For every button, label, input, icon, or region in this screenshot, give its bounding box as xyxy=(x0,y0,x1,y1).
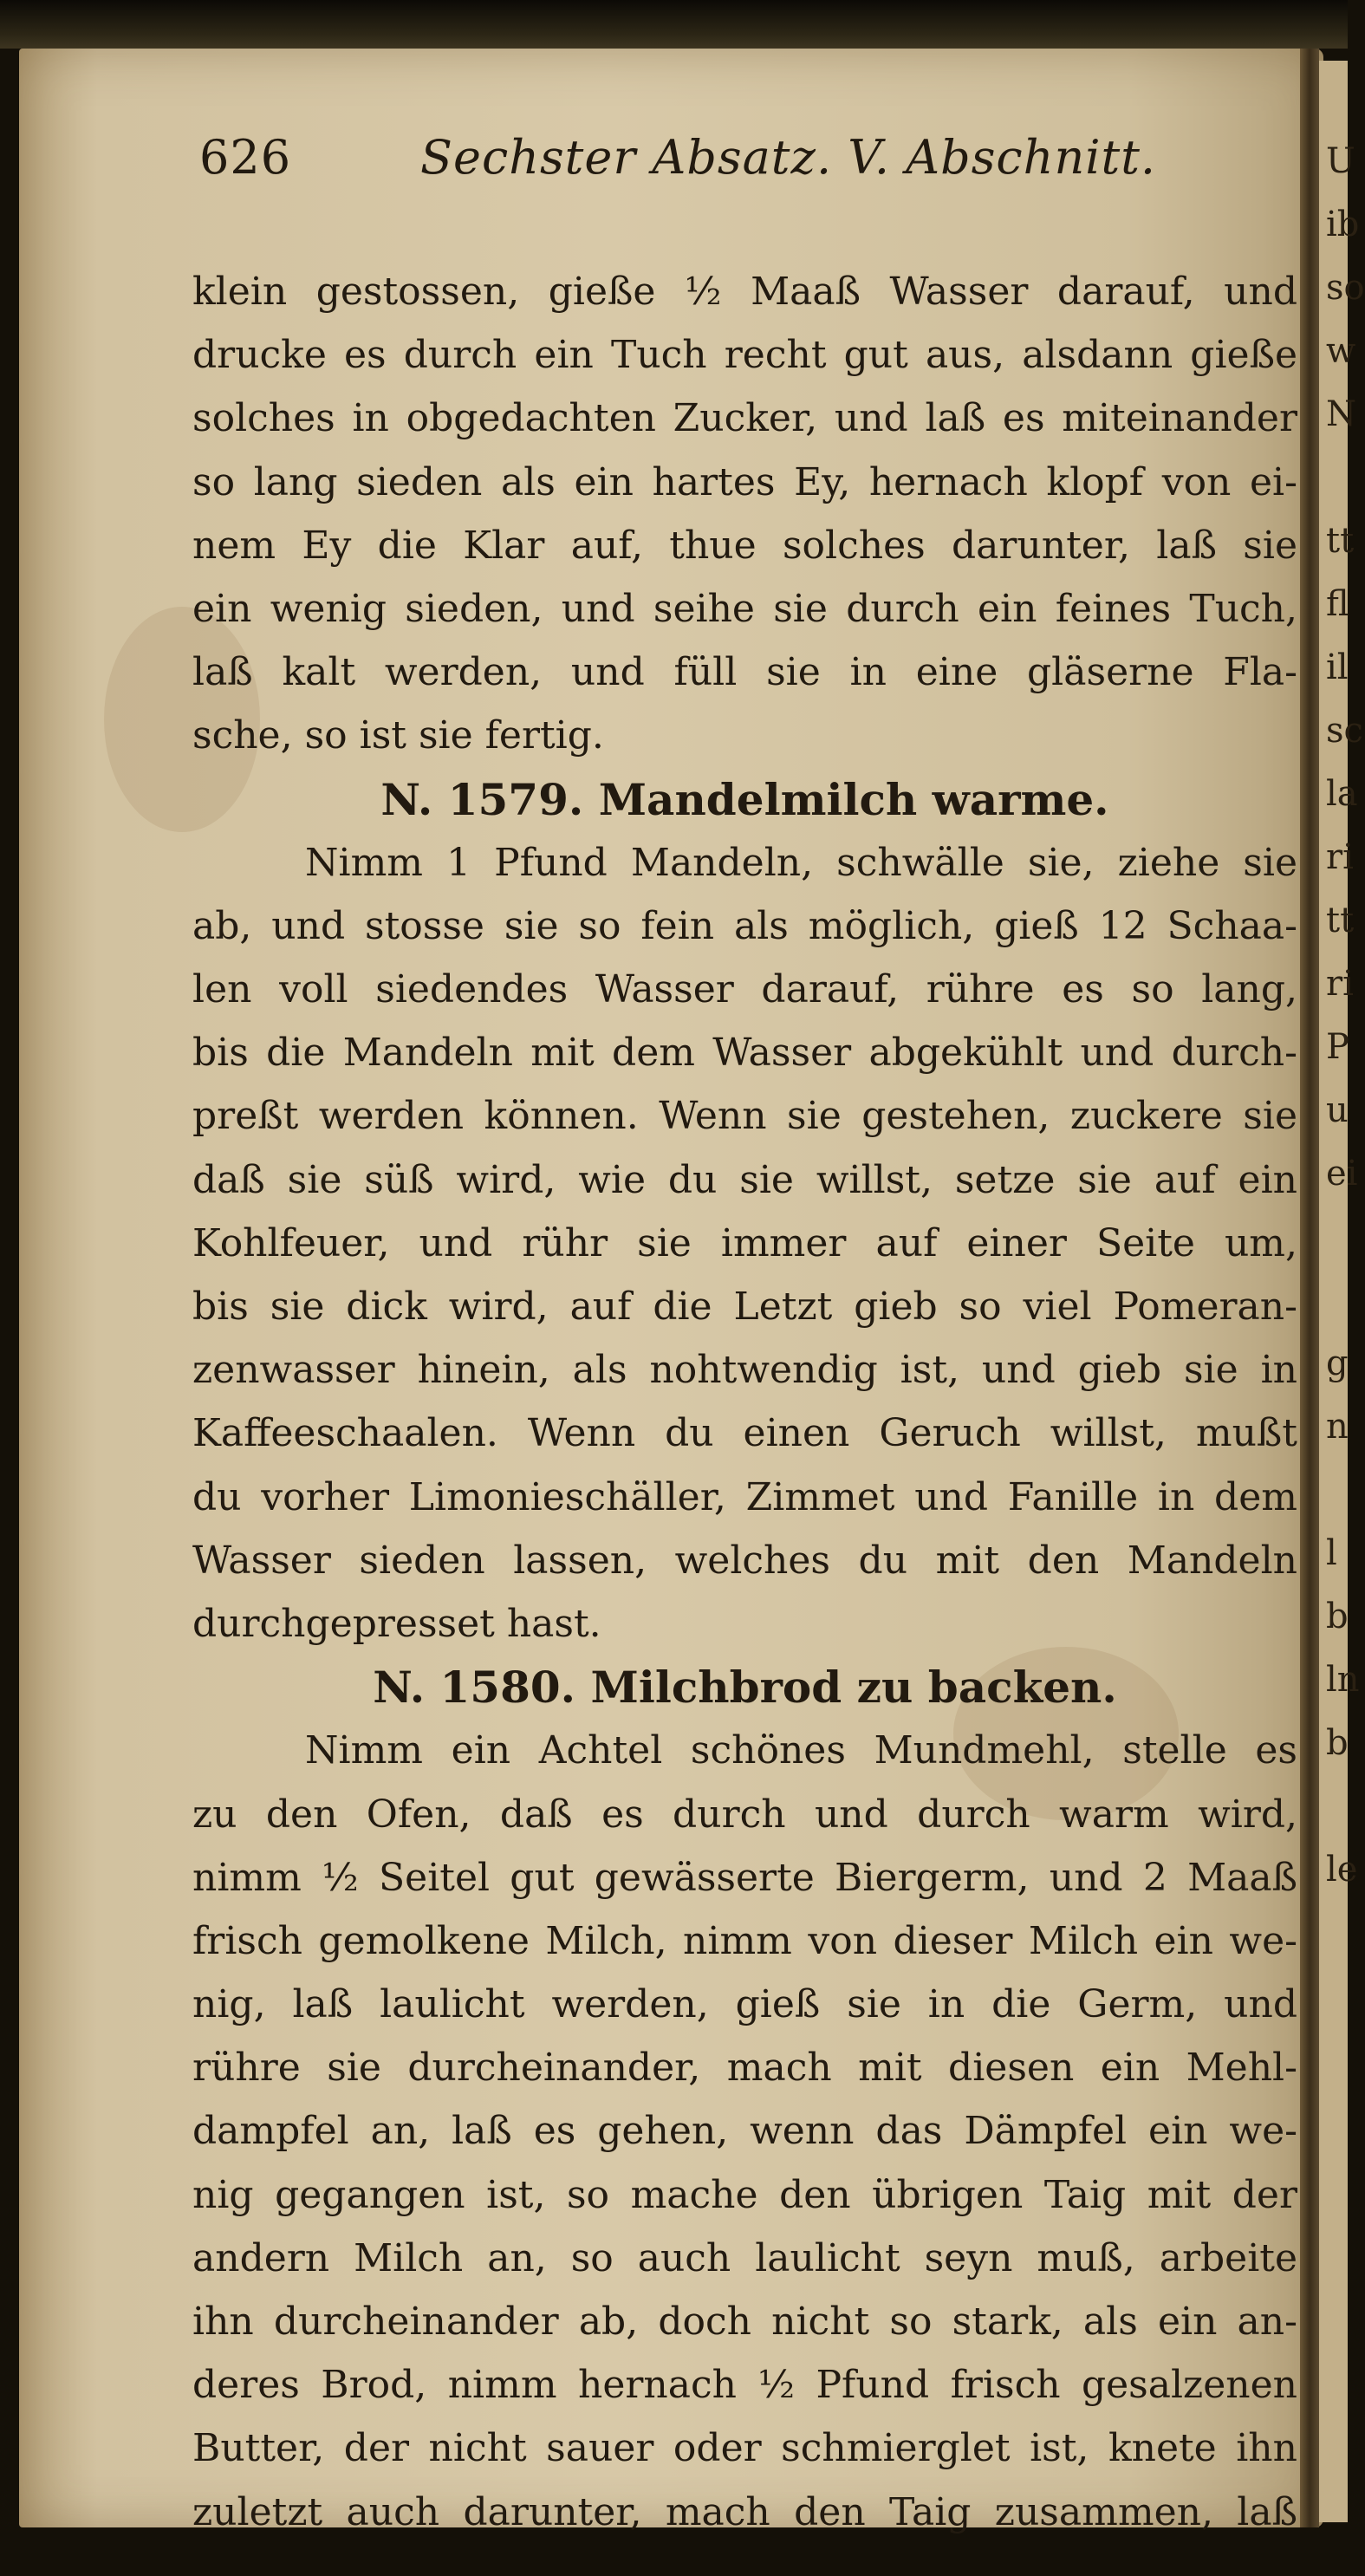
recipe-heading: N. 1580. Milchbrod zu backen. xyxy=(373,1662,1117,1714)
margin-fragment xyxy=(1326,1775,1348,1838)
text-line: solches in obgedachten Zucker, und laß es miteinander xyxy=(192,396,1297,441)
margin-fragment: ei xyxy=(1326,1154,1358,1194)
text-line: drucke es durch ein Tuch recht gut aus, alsdann gieße xyxy=(192,333,1297,378)
text-line: ein wenig sieden, und seihe sie durch ein feines Tuch, xyxy=(192,586,1297,631)
page-number: 626 xyxy=(199,130,292,185)
text-line: Wasser sieden lassen, welches du mit den Mandeln xyxy=(192,1538,1297,1583)
margin-fragment xyxy=(1326,1206,1348,1269)
margin-fragment: tt xyxy=(1326,521,1355,561)
text-line: preßt werden können. Wenn sie gestehen, zuckere sie xyxy=(192,1094,1297,1139)
text-line: durchgepresset hast. xyxy=(192,1601,601,1646)
text-line: daß sie süß wird, wie du sie willst, setze sie auf ein xyxy=(192,1157,1297,1202)
text-line: ab, und stosse sie so fein als möglich, gieß 12 Schaa- xyxy=(192,903,1297,948)
margin-fragment: ib xyxy=(1326,205,1360,244)
margin-fragment xyxy=(1326,2345,1348,2408)
margin-fragment: b xyxy=(1326,1597,1349,1636)
margin-fragment: g xyxy=(1326,1343,1349,1383)
margin-fragment xyxy=(1326,2028,1348,2091)
margin-fragment: ri xyxy=(1326,837,1354,877)
book-gutter xyxy=(1300,49,1319,2527)
text-line: nem Ey die Klar auf, thue solches darunter, laß sie xyxy=(192,523,1297,568)
recipe-heading: N. 1579. Mandelmilch warme. xyxy=(380,773,1109,825)
running-title: Sechster Absatz. V. Abschnitt. xyxy=(420,130,1157,185)
text-line: nimm ½ Seitel gut gewässerte Biergerm, und 2 Maaß xyxy=(192,1855,1297,1900)
margin-fragment: u xyxy=(1326,1090,1349,1130)
margin-fragment xyxy=(1326,2155,1348,2218)
margin-fragment: le xyxy=(1326,1850,1358,1890)
margin-fragment xyxy=(1326,2281,1348,2345)
margin-fragment: so xyxy=(1326,268,1365,308)
text-line: du vorher Limonieschäller, Zimmet und Fanille in dem xyxy=(192,1474,1297,1519)
text-line: klein gestossen, gieße ½ Maaß Wasser darauf, und xyxy=(192,270,1297,314)
text-line: Kaffeeschaalen. Wenn du einen Geruch willst, mußt xyxy=(192,1411,1297,1456)
page-body-text xyxy=(192,260,1297,2544)
book-top-edge xyxy=(0,0,1348,49)
text-line: zu den Ofen, daß es durch und durch warm wird, xyxy=(192,1792,1297,1837)
text-line: frisch gemolkene Milch, nimm von dieser Milch ein we- xyxy=(192,1918,1297,1963)
margin-fragment: P xyxy=(1326,1027,1349,1067)
margin-fragment: b xyxy=(1326,1723,1349,1763)
text-line: zuletzt auch darunter, mach den Taig zusammen, laß xyxy=(192,2489,1297,2534)
text-line: nig gegangen ist, so mache den übrigen Taig mit der xyxy=(192,2172,1297,2217)
margin-fragment: N xyxy=(1326,394,1356,434)
next-page-margin-text xyxy=(1326,130,1365,2470)
margin-fragment: U xyxy=(1326,141,1355,181)
text-line: deres Brod, nimm hernach ½ Pfund frisch gesalzenen xyxy=(192,2363,1297,2408)
text-line: dampfel an, laß es gehen, wenn das Dämpfel ein we- xyxy=(192,2109,1297,2154)
text-line: sche, so ist sie fertig. xyxy=(192,713,604,758)
text-line: rühre sie durcheinander, mach mit diesen ein Mehl- xyxy=(192,2046,1297,2091)
margin-fragment xyxy=(1326,2218,1348,2281)
margin-fragment xyxy=(1326,1269,1348,1332)
margin-fragment xyxy=(1326,1902,1348,1965)
text-line: andern Milch an, so auch laulicht seyn muß, arbeite xyxy=(192,2235,1297,2280)
margin-fragment: sc xyxy=(1326,711,1363,751)
margin-fragment xyxy=(1326,1459,1348,1522)
margin-fragment xyxy=(1326,1965,1348,2028)
margin-fragment: w xyxy=(1326,331,1356,371)
text-line: laß kalt werden, und füll sie in eine gläserne Fla- xyxy=(192,650,1297,695)
text-line: len voll siedendes Wasser darauf, rühre es so lang, xyxy=(192,967,1297,1012)
margin-fragment: ln xyxy=(1326,1660,1360,1700)
text-line: Nimm ein Achtel schönes Mundmehl, stelle es xyxy=(305,1728,1297,1773)
text-line: Nimm 1 Pfund Mandeln, schwälle sie, ziehe sie xyxy=(305,840,1297,885)
text-line: so lang sieden als ein hartes Ey, hernach klopf von ei- xyxy=(192,459,1297,504)
text-line: zenwasser hinein, als nohtwendig ist, und gieb sie in xyxy=(192,1348,1297,1393)
text-line: bis die Mandeln mit dem Wasser abgekühlt und durch- xyxy=(192,1031,1297,1076)
margin-fragment: fl xyxy=(1326,584,1349,624)
margin-fragment: il xyxy=(1326,647,1349,687)
margin-fragment: la xyxy=(1326,774,1358,814)
text-line: nig, laß laulicht werden, gieß sie in die Germ, und xyxy=(192,1982,1297,2027)
margin-fragment: ri xyxy=(1326,964,1354,1004)
text-line: bis sie dick wird, auf die Letzt gieb so viel Pomeran- xyxy=(192,1285,1297,1329)
margin-fragment: tt xyxy=(1326,901,1355,940)
text-line: Kohlfeuer, und rühr sie immer auf einer Seite um, xyxy=(192,1220,1297,1265)
margin-fragment xyxy=(1326,2091,1348,2155)
text-line: Butter, der nicht sauer oder schmierglet ist, knete ihn xyxy=(192,2426,1297,2471)
margin-fragment: n xyxy=(1326,1407,1349,1447)
margin-fragment xyxy=(1326,446,1348,510)
margin-fragment: l xyxy=(1326,1533,1337,1573)
text-line: ihn durcheinander ab, doch nicht so stark, als ein an- xyxy=(192,2300,1297,2344)
